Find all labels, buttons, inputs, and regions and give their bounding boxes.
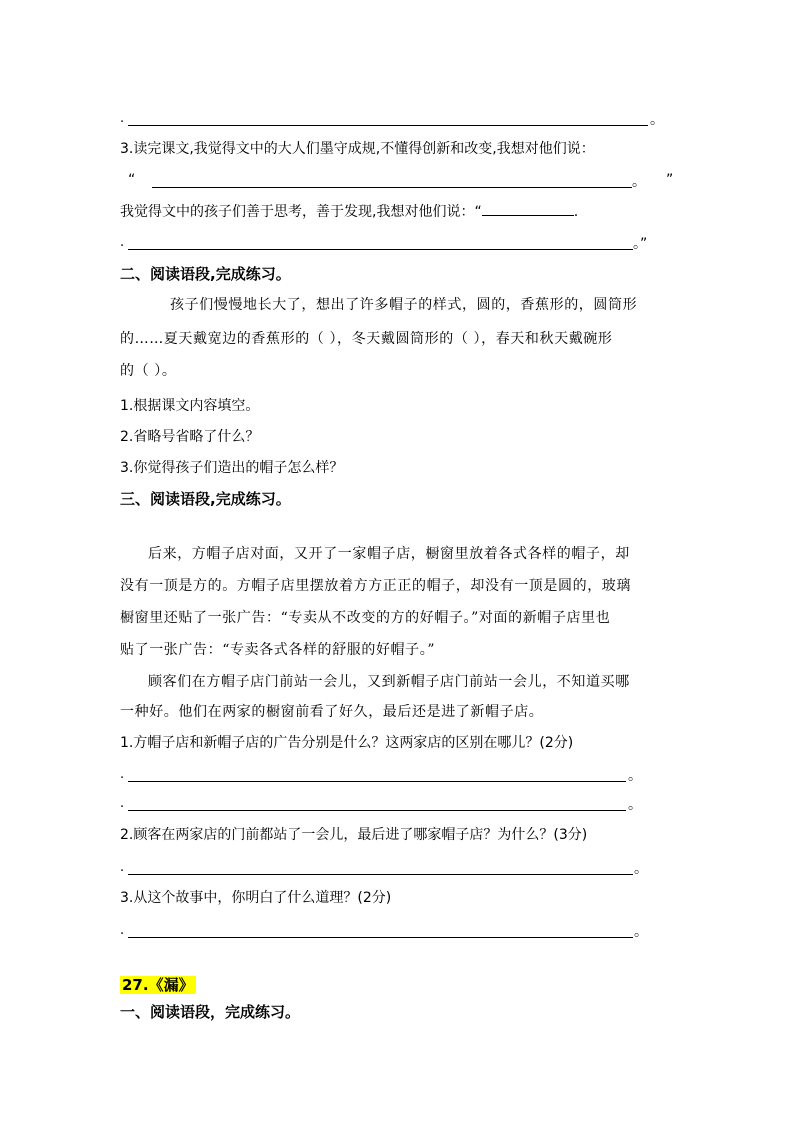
passage-1-line-2: 的……夏天戴宽边的香蕉形的（ ），冬天戴圆筒形的（ ），春天和秋天戴碗形	[120, 331, 613, 347]
section-2-question-2: 2.省略号省略了什么？	[120, 429, 260, 445]
question-3-text: 3.读完课文,我觉得文中的大人们墨守成规,不懂得创新和改变,我想对他们说：	[120, 141, 595, 157]
passage-2-line-1: 后来，方帽子店对面，又开了一家帽子店，橱窗里放着各式各样的帽子，却	[148, 546, 630, 562]
section-1-title: 一、阅读语段，完成练习。	[120, 1003, 301, 1021]
section-2-title: 二、阅读语段,完成练习。	[120, 265, 291, 283]
inline-underline[interactable]	[482, 201, 574, 216]
children-text	[120, 201, 578, 222]
passage-2-line-3: 橱窗里还贴了一张广告：“专卖从不改变的方的好帽子。”对面的新帽子店里也	[120, 610, 611, 626]
underline	[128, 781, 626, 782]
line-dot: .	[120, 235, 125, 250]
underline	[128, 249, 633, 250]
line-dot: .	[120, 923, 125, 938]
children-text-label: 我觉得文中的孩子们善于思考，善于发现,我想对他们说：“	[120, 204, 482, 220]
section-3-question-1: 1.方帽子店和新帽子店的广告分别是什么？这两家店的区别在哪儿？(2分)	[120, 735, 574, 751]
line-period: 。	[632, 174, 646, 190]
answer-line-s3q1-a[interactable]	[120, 764, 650, 784]
underline	[152, 187, 632, 188]
open-quote: “	[128, 172, 136, 188]
answer-line-top[interactable]	[120, 108, 664, 128]
passage-1-line-3: 的（ ）。	[120, 363, 177, 379]
answer-line-s3q1-b[interactable]	[120, 793, 650, 813]
passage-2-line-6: 一种好。他们在两家的橱窗前看了好久，最后还是进了新帽子店。	[120, 704, 544, 720]
line-period: 。	[634, 924, 648, 940]
underline	[128, 810, 626, 811]
line-dot: .	[120, 796, 125, 811]
answer-line-s3q2[interactable]	[120, 857, 650, 877]
answer-line-children[interactable]	[120, 232, 680, 252]
underline	[128, 125, 648, 126]
inline-dot: .	[573, 204, 579, 220]
section-2-question-1: 1.根据课文内容填空。	[120, 398, 260, 414]
section-2-question-3: 3.你觉得孩子们造出的帽子怎么样？	[120, 460, 344, 476]
line-dot: .	[120, 111, 125, 126]
passage-1-line-1: 孩子们慢慢地长大了，想出了许多帽子的样式，圆的，香蕉形的，圆筒形	[170, 297, 638, 313]
underline	[128, 874, 633, 875]
line-period: 。	[628, 768, 642, 784]
line-period: 。	[634, 861, 648, 877]
passage-2-line-4: 贴了一张广告：“专卖各式各样的舒服的好帽子。”	[120, 642, 436, 658]
answer-line-s3q3[interactable]	[120, 920, 650, 940]
line-period-quote: 。”	[633, 236, 648, 252]
section-3-question-2: 2.顾客在两家店的门前都站了一会儿，最后进了哪家帽子店？为什么？(3分)	[120, 827, 588, 843]
line-dot: .	[120, 860, 125, 875]
answer-line-adults[interactable]	[120, 170, 680, 190]
lesson-title-highlight: 27.《漏》	[122, 976, 194, 994]
lesson-title	[120, 975, 196, 995]
line-period: 。	[650, 112, 664, 128]
line-period: 。	[628, 797, 642, 813]
line-dot: .	[120, 767, 125, 782]
section-3-question-3: 3.从这个故事中，你明白了什么道理？(2分)	[120, 890, 392, 906]
passage-2-line-5: 顾客们在方帽子店门前站一会儿，又到新帽子店门前站一会儿，不知道买哪	[148, 674, 630, 690]
passage-2-line-2: 没有一顶是方的。方帽子店里摆放着方方正正的帽子，却没有一顶是圆的，玻璃	[120, 578, 631, 594]
close-quote: ”	[666, 172, 674, 188]
underline	[128, 937, 633, 938]
section-3-title: 三、阅读语段,完成练习。	[120, 490, 291, 508]
